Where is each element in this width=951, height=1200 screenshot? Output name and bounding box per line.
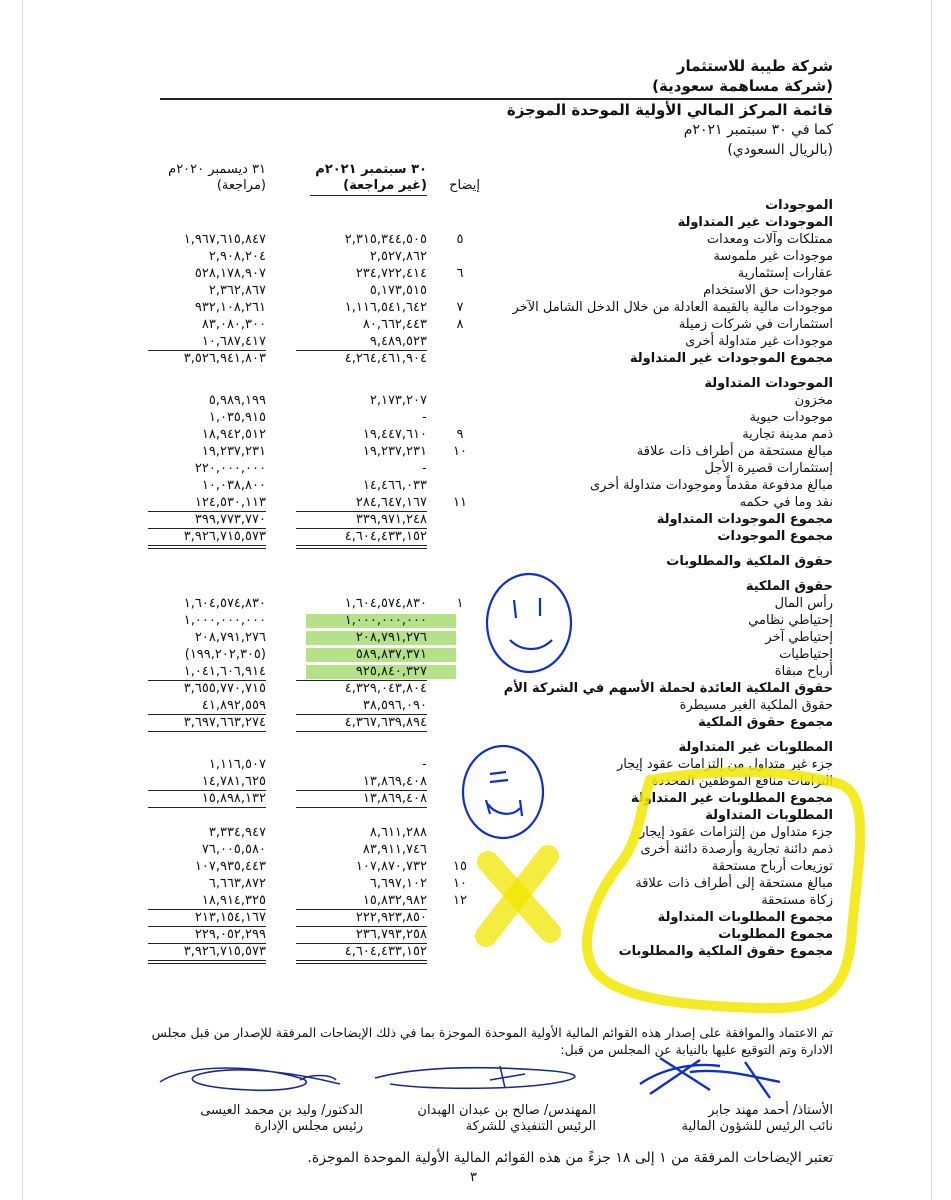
value-prior: ٢٢٠,٠٠٠,٠٠٠ [194,461,266,476]
signatory-3-name: الدكتور/ وليد بن محمد العيسى [200,1103,363,1118]
row-label: مجموع المطلوبات [718,927,833,942]
value-prior: ٢١٣,١٥٤,١٦٧ [194,910,266,925]
value-prior: ٢,٩٠٨,٢٠٤ [208,249,266,264]
row-label: ذمم مدينة تجارية [742,427,833,442]
row-note-ref: ٩ [456,427,464,442]
row-note-ref: ١١ [453,495,467,510]
row-label: موجودات غير ملموسة [713,249,833,264]
page-number: ٣ [470,1170,477,1185]
value-current: ٣٨,٥٩٦,٠٩٠ [362,698,427,713]
value-current: ١٩,٤٤٧,٦١٠ [362,427,427,442]
signatory-1-name: الأستاذ/ أحمد مهند جابر [708,1103,833,1118]
row-label: حقوق الملكية والمطلوبات [666,554,833,569]
row-label: أرباح مبقاة [774,664,833,679]
row-label: موجودات غير متداولة أخرى [685,334,833,349]
row-label: عقارات إستثمارية [737,266,833,281]
value-current: ١٠٧,٨٧٠,٧٣٢ [355,859,427,874]
value-current: ٤,٦٠٤,٤٣٣,١٥٢ [344,944,427,959]
row-label: حقوق الملكية العائدة لحملة الأسهم في الشركة الأم [503,681,833,696]
value-prior: ٢,٣٦٢,٨٦٧ [208,283,266,298]
row-label: موجودات حيوية [749,410,833,425]
row-note-ref: ٦ [456,266,464,281]
value-prior: ٨٣,٠٨٠,٣٠٠ [201,317,266,332]
row-label: استثمارات في شركات زميلة [678,317,833,332]
row-label: إحتياطي آخر [765,630,833,645]
value-prior: ٣,٥٢٦,٩٤١,٨٠٣ [183,351,266,366]
value-current: ٤,٣٢٩,٠٤٣,٨٠٤ [344,681,427,696]
row-label: المطلوبات المتداولة [705,808,833,823]
value-prior: ١٥,٨٩٨,١٣٢ [201,791,266,806]
row-note-ref: ١٠ [453,876,467,891]
value-prior: ١٠٧,٩٣٥,٤٤٣ [194,859,266,874]
row-label: مبالغ مدفوعة مقدماً وموجودات متداولة أخرى [590,478,833,493]
value-prior: ٣,٦٥٥,٧٧٠,٧١٥ [183,681,266,696]
row-note-ref: ٨ [456,317,464,332]
row-note-ref: ٥ [456,232,464,247]
row-note-ref: ١٠ [453,444,467,459]
col-current-status: (غير مراجعة) [343,178,427,193]
row-label: نقد وما في حكمه [739,495,833,510]
value-current: ٨٣,٩١١,٧٤٦ [362,842,427,857]
row-label: توزيعات أرباح مستحقة [711,859,833,874]
value-current: ٥٨٩,٨٣٧,٣٧١ [355,647,427,662]
value-prior: ١٤,٧٨١,٦٢٥ [201,774,266,789]
row-label: مخزون [794,393,833,408]
row-note-ref: ١٢ [453,893,467,908]
value-current: ٤,٦٠٤,٤٣٣,١٥٢ [344,529,427,544]
value-prior: ٦,٦٦٣,٨٧٢ [208,876,266,891]
row-label: جزء غير متداول من إلتزامات عقود إيجار [616,757,833,772]
row-label: إحتياطي نظامي [748,613,833,628]
row-label: المطلوبات غير المتداولة [678,740,833,755]
value-current: ٦,٦٩٧,١٠٢ [369,876,427,891]
row-label: موجودات حق الاستخدام [703,283,833,298]
value-current: ١٣,٨٦٩,٤٠٨ [362,774,427,789]
value-prior: ١,٠٤١,٦٠٦,٩١٤ [183,664,266,679]
row-label: إستثمارات قصيرة الأجل [704,461,833,476]
row-label: ذمم دائنة تجارية وأرصدة دائنة أخرى [640,842,833,857]
value-current: ١٩,٢٣٧,٢٣١ [362,444,427,459]
signatory-1-title: نائب الرئيس للشؤون المالية [681,1119,833,1134]
value-prior: ١,٠٠٠,٠٠٠,٠٠٠ [183,613,266,628]
statement-date: كما في ٣٠ سبتمبر ٢٠٢١م [683,122,833,138]
row-label: جزء متداول من إلتزامات عقود إيجار [638,825,833,840]
row-label: مجموع الموجودات المتداولة [656,512,833,527]
row-label: مبالغ مستحقة من أطراف ذات علاقة [636,444,833,459]
value-current: ٨,٦١١,٢٨٨ [369,825,427,840]
row-label: مجموع حقوق الملكية والمطلوبات [618,944,833,959]
row-label: مجموع المطلوبات غير المتداولة [630,791,833,806]
value-current: ١,٠٠٠,٠٠٠,٠٠٠ [344,613,427,628]
value-current: ٢,٥٢٧,٨٦٢ [369,249,427,264]
approval-line-1: تم الاعتماد والموافقة على إصدار هذه القوائم المالية الأولية الموحدة الموجزة بما في ذلك الإيضاحات المرفقة للإصدار من قبل مجلس [151,1025,833,1040]
row-label: إحتياطيات [779,647,833,662]
yellow-loop-mark [587,772,860,1008]
value-current: - [422,757,427,772]
signature-chairman [160,1068,340,1090]
value-prior: ٣,٦٩٧,٦٦٣,٢٧٤ [183,715,266,730]
value-prior: ٣,٣٣٤,٩٤٧ [208,825,266,840]
value-prior: ٩٣٢,١٠٨,٢٦١ [194,300,266,315]
value-prior: (١٩٩,٢٠٢,٣٠٥) [184,647,266,662]
value-prior: ١,٦٠٤,٥٧٤,٨٣٠ [183,596,266,611]
value-prior: ٧٦,٠٠٥,٥٨٠ [201,842,266,857]
value-current: - [422,410,427,425]
row-label: الموجودات [765,198,833,213]
yellow-x-mark [486,856,550,936]
value-current: ٣٣٩,٩٧١,٢٤٨ [355,512,427,527]
statement-currency: (بالريال السعودي) [727,142,833,158]
statement-title: قائمة المركز المالي الأولية الموحدة الموجزة [506,101,833,119]
value-prior: ١,٩٦٧,٦١٥,٨٤٧ [183,232,266,247]
row-label: موجودات مالية بالقيمة العادلة من خلال الدخل الشامل الآخر [512,300,833,315]
value-prior: ١,١١٦,٥٠٧ [208,757,266,772]
value-prior: ١٠,٦٨٧,٤١٧ [201,334,266,349]
company-type: (شركة مساهمة سعودية) [652,77,833,95]
value-current: ٤,٢٦٤,٤٦١,٩٠٤ [344,351,427,366]
value-current: - [422,461,427,476]
value-prior: ٣٩٩,٧٧٣,٧٧٠ [194,512,266,527]
value-prior: ١٠,٠٣٨,٨٠٠ [201,478,266,493]
signature-ceo [375,1066,575,1088]
row-label: الموجودات المتداولة [704,376,833,391]
row-label: زكاة مستحقة [761,893,833,908]
approval-line-2: الادارة وتم التوقيع عليها بالنيابة عن المجلس من قبل: [560,1042,833,1057]
row-label: مجموع المطلوبات المتداولة [657,910,833,925]
smiley-doodle-top [487,574,571,672]
col-current-date: ٣٠ سبتمبر ٢٠٢١م [315,162,427,177]
value-current: ١٤,٤٦٦,٠٣٣ [362,478,427,493]
row-note-ref: ١٥ [453,859,467,874]
value-current: ١,٦٠٤,٥٧٤,٨٣٠ [344,596,427,611]
value-current: ٢,٣١٥,٣٤٤,٥٠٥ [344,232,427,247]
value-current: ٢٠٨,٧٩١,٢٧٦ [355,630,427,645]
value-prior: ٤١,٨٩٢,٥٥٩ [201,698,266,713]
value-current: ٩,٤٨٩,٥٢٣ [369,334,427,349]
value-current: ٤,٣٦٧,٦٣٩,٨٩٤ [344,715,427,730]
value-prior: ٥٢٨,١٧٨,٩٠٧ [194,266,266,281]
value-prior: ١٢٤,٥٣٠,١١٣ [194,495,266,510]
row-label: مجموع حقوق الملكية [698,715,833,730]
col-note-header: إيضاح [449,178,480,193]
value-current: ١,١١٦,٥٤١,٦٤٢ [344,300,427,315]
signatory-2-title: الرئيس التنفيذي للشركة [465,1119,596,1134]
value-prior: ٣,٩٢٦,٧١٥,٥٧٣ [183,944,266,959]
footer-note: تعتبر الإيضاحات المرفقة من ١ إلى ١٨ جزءً من هذه القوائم المالية الأولية الموحدة الموجزة. [307,1150,833,1166]
value-prior: ١٩,٢٣٧,٢٣١ [201,444,266,459]
signatory-3-title: رئيس مجلس الإدارة [254,1119,363,1134]
value-current: ٢٢٢,٩٢٣,٨٥٠ [355,910,427,925]
col-prior-date: ٣١ ديسمبر ٢٠٢٠م [168,162,266,177]
value-prior: ٢٠٨,٧٩١,٢٧٦ [194,630,266,645]
col-prior-status: (مراجعة) [216,178,266,193]
value-current: ٢٣٤,٧٢٢,٤١٤ [355,266,427,281]
value-current: ٢,١٧٣,٢٠٧ [369,393,427,408]
signatory-2-name: المهندس/ صالح بن عبدان الهبدان [417,1103,596,1118]
value-current: ٥,١٧٣,٥١٥ [369,283,427,298]
smiley-doodle-bottom [463,746,543,838]
value-prior: ١,٠٣٥,٩١٥ [208,410,266,425]
row-label: التزامات منافع الموظفين المحددة [651,774,833,789]
value-prior: ١٨,٩١٤,٣٢٥ [201,893,266,908]
row-label: مجموع الموجودات غير المتداولة [629,351,833,366]
row-label: الموجودات غير المتداولة [677,215,833,230]
value-prior: ٢٢٩,٠٥٢,٢٩٩ [194,927,266,942]
value-current: ٢٨٤,٦٤٧,١٦٧ [355,495,427,510]
row-label: حقوق الملكية الغير مسيطرة [679,698,833,713]
signature-vp-finance [640,1058,780,1098]
value-prior: ٥,٩٨٩,١٩٩ [208,393,266,408]
row-label: رأس المال [774,596,833,611]
value-current: ٨٠,٦٦٢,٤٤٣ [362,317,427,332]
value-current: ١٣,٨٦٩,٤٠٨ [362,791,427,806]
row-note-ref: ٧ [456,300,464,315]
company-name: شركة طيبة للاستثمار [676,57,833,75]
value-current: ١٥,٨٣٢,٩٨٢ [362,893,427,908]
row-label: ممتلكات وآلات ومعدات [706,232,833,247]
row-label: مجموع الموجودات [717,529,833,544]
row-label: حقوق الملكية [745,579,833,594]
row-note-ref: ١ [456,596,464,611]
row-label: مبالغ مستحقة إلى أطراف ذات علاقة [635,876,833,891]
value-prior: ٣,٩٢٦,٧١٥,٥٧٣ [183,529,266,544]
value-current: ٢٣٦,٧٩٣,٢٥٨ [355,927,427,942]
value-prior: ١٨,٩٤٢,٥١٢ [201,427,266,442]
value-current: ٩٢٥,٨٤٠,٣٢٧ [355,664,427,679]
